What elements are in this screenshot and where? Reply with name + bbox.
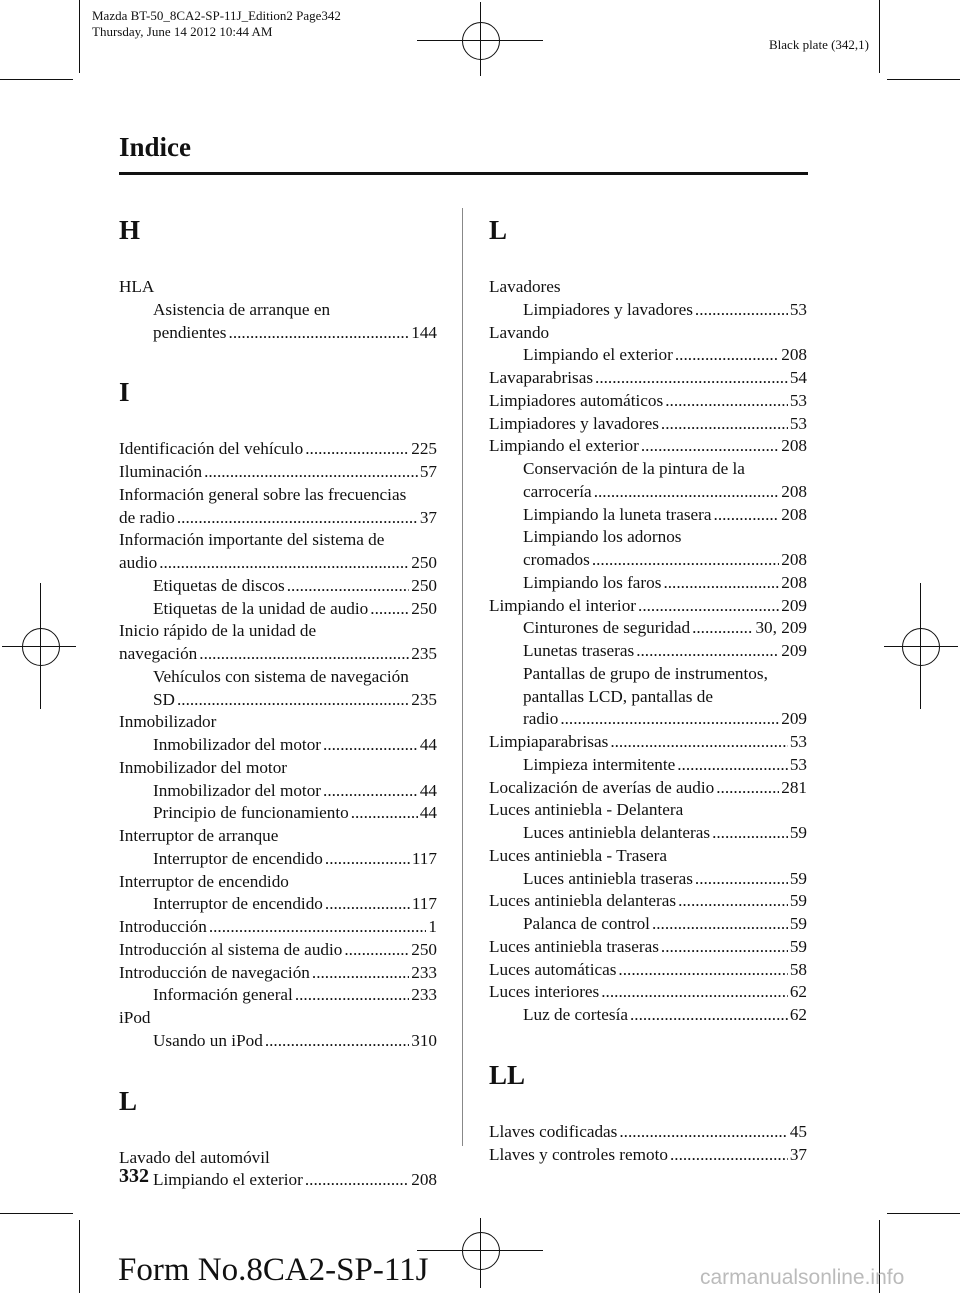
entry-page-number: 250 (411, 553, 437, 572)
index-subentry (489, 663, 807, 686)
index-entry (489, 435, 807, 458)
entry-label: Luces interiores (489, 982, 600, 1002)
entry-label: HLA (119, 277, 155, 296)
index-entry (489, 276, 807, 299)
dot-leader (618, 959, 787, 982)
dot-leader (661, 413, 788, 436)
dot-leader (325, 848, 410, 871)
dot-leader (652, 913, 788, 936)
index-entry (119, 552, 437, 575)
entry-label: Localización de averías de audio (489, 777, 715, 797)
entry-page-number: 208 (781, 481, 807, 501)
entry-page-number: 53 (789, 413, 807, 433)
entry-label: cromados (523, 550, 590, 569)
entry-page-number: 53 (789, 390, 807, 410)
dot-leader (560, 708, 779, 731)
entry-label: radio (523, 709, 559, 729)
index-letter-heading: L (119, 1085, 138, 1116)
dot-leader (287, 575, 409, 598)
dot-leader (663, 572, 779, 595)
index-subentry (489, 686, 807, 709)
entry-label: Lavaparabrisas (489, 368, 594, 387)
index-entry (119, 507, 437, 530)
entry-page-number: 208 (781, 504, 807, 524)
dot-leader (370, 598, 409, 621)
entry-label: Limpieza intermitente (523, 754, 676, 774)
entry-label: de radio (119, 507, 175, 527)
entry-label: Introducción al sistema de audio (119, 939, 343, 959)
entry-page-number: 30, 209 (755, 618, 807, 638)
index-entry (489, 890, 807, 913)
index-subentry (119, 802, 437, 825)
index-subentry (489, 708, 807, 731)
index-subentry (119, 848, 437, 871)
index-subentry (119, 1030, 437, 1053)
dot-leader (344, 939, 409, 962)
entry-label: Llaves codificadas (489, 1121, 618, 1141)
index-letter-heading: L (489, 215, 508, 245)
entry-page-number: 250 (411, 939, 437, 959)
index-subentry (489, 1004, 807, 1027)
dot-leader (665, 390, 788, 413)
entry-label: Llaves y controles remoto (489, 1144, 668, 1164)
entry-page-number: 209 (781, 709, 807, 729)
index-subentry (489, 754, 807, 777)
entry-label: Introducción de navegación (119, 962, 310, 982)
index-subentry (119, 734, 437, 757)
entry-page-number: 225 (411, 439, 437, 459)
crop-mark (0, 1213, 73, 1214)
entry-label: Lunetas traseras (523, 641, 635, 660)
entry-label: Inmobilizador del motor (153, 780, 322, 800)
index-subentry (489, 481, 807, 504)
index-column-left (119, 210, 437, 1192)
file-info-line1: Mazda BT-50_8CA2-SP-11J_Edition2 Page342 (92, 8, 341, 23)
crop-mark (879, 0, 880, 73)
entry-page-number: 37 (789, 1144, 807, 1164)
index-entry (489, 981, 807, 1004)
entry-page-number: 209 (781, 595, 807, 615)
entry-page-number: 310 (411, 1030, 437, 1050)
dot-leader (675, 344, 779, 367)
plate-label: Black plate (342,1) (769, 37, 869, 52)
dot-leader (229, 322, 410, 345)
entry-label: Inicio rápido de la unidad de (119, 621, 317, 641)
index-subentry (119, 575, 437, 598)
page-number: 332 (119, 1165, 149, 1187)
entry-label: Conservación de la pintura de la (523, 459, 745, 478)
entry-label: Interruptor de encendido (119, 871, 289, 891)
entry-page-number: 45 (789, 1121, 807, 1141)
index-entry (119, 276, 437, 299)
entry-page-number: 144 (411, 322, 437, 342)
index-entry (119, 825, 437, 848)
index-letter-heading: H (119, 215, 141, 245)
dot-leader (323, 734, 418, 757)
entry-page-number: 208 (411, 1170, 437, 1190)
dot-leader (351, 802, 418, 825)
index-entry (119, 438, 437, 461)
dot-leader (177, 507, 418, 530)
entry-label: Inmobilizador del motor (119, 757, 288, 777)
entry-label: pendientes (153, 322, 227, 342)
entry-page-number: 117 (411, 894, 437, 914)
entry-page-number: 208 (781, 572, 807, 592)
index-subentry (489, 572, 807, 595)
entry-label: Interruptor de arranque (119, 826, 279, 845)
entry-label: Usando un iPod (153, 1030, 263, 1050)
entry-label: carrocería (523, 481, 592, 501)
crop-mark (79, 0, 80, 73)
dot-leader (716, 777, 779, 800)
entry-label: Luces automáticas (489, 959, 617, 979)
index-entry (489, 595, 807, 618)
crop-mark (887, 79, 960, 80)
entry-label: Luces antiniebla - Trasera (489, 845, 668, 865)
entry-label: Etiquetas de discos (153, 575, 285, 595)
dot-leader (695, 868, 788, 891)
dot-leader (199, 643, 409, 666)
dot-leader (177, 689, 409, 712)
entry-page-number: 37 (419, 507, 437, 527)
index-entry (119, 962, 437, 985)
entry-page-number: 53 (789, 754, 807, 774)
index-subentry (119, 666, 437, 689)
index-subentry (119, 984, 437, 1007)
index-entry (119, 1007, 437, 1030)
index-subentry (489, 299, 807, 322)
entry-page-number: 250 (411, 575, 437, 595)
entry-label: Introducción (119, 917, 207, 936)
dot-leader (695, 299, 788, 322)
entry-page-number: 235 (411, 689, 437, 709)
entry-label: Lavando (489, 322, 550, 342)
crop-mark (887, 1213, 960, 1214)
entry-label: Información general (153, 985, 293, 1005)
index-subentry (119, 689, 437, 712)
entry-page-number: 59 (789, 823, 807, 842)
dot-leader (323, 780, 418, 803)
dot-leader (325, 893, 410, 916)
dot-leader (678, 890, 788, 913)
entry-page-number: 58 (789, 959, 807, 979)
entry-label: Interruptor de encendido (153, 848, 323, 868)
entry-label: Luces antiniebla delanteras (489, 891, 677, 911)
entry-label: Asistencia de arranque en (153, 299, 331, 319)
entry-page-number: 44 (419, 735, 437, 754)
index-subentry (489, 458, 807, 481)
entry-label: Lavado del automóvil (119, 1147, 270, 1167)
index-entry (489, 845, 807, 868)
index-subentry (489, 526, 807, 549)
entry-label: Limpiando el exterior (489, 436, 639, 456)
index-entry (489, 777, 807, 800)
dot-leader (692, 617, 753, 640)
dot-leader (159, 552, 409, 575)
dot-leader (265, 1030, 409, 1053)
index-entry (489, 367, 807, 390)
entry-label: Limpiando el exterior (523, 345, 673, 365)
dot-leader (204, 461, 418, 484)
dot-leader (595, 367, 788, 390)
entry-label: Identificación del vehículo (119, 439, 304, 459)
index-entry (489, 390, 807, 413)
dot-leader (714, 504, 780, 527)
dot-leader (619, 1121, 787, 1144)
dot-leader (670, 1144, 788, 1167)
index-subentry (489, 822, 807, 845)
entry-label: Luces antiniebla - Delantera (489, 800, 684, 820)
entry-label: Limpiando los faros (523, 572, 662, 592)
entry-label: Lavadores (489, 277, 561, 296)
index-entry (489, 959, 807, 982)
entry-page-number: 53 (789, 732, 807, 751)
entry-label: Limpiando el exterior (153, 1170, 303, 1190)
entry-page-number: 59 (789, 891, 807, 911)
dot-leader (312, 962, 409, 985)
index-subentry (119, 780, 437, 803)
index-letter-heading: I (119, 377, 130, 408)
entry-label: Luces antiniebla traseras (523, 868, 693, 888)
file-info (92, 8, 341, 40)
entry-page-number: 117 (411, 848, 437, 868)
index-column-right (489, 210, 807, 1166)
entry-label: Información general sobre las frecuencias (119, 484, 407, 504)
dot-leader (601, 981, 788, 1004)
index-entry (119, 757, 437, 780)
index-subentry (489, 617, 807, 640)
entry-label: Limpiadores y lavadores (523, 299, 693, 319)
entry-page-number: 44 (419, 803, 437, 823)
entry-label: Luces antiniebla traseras (489, 936, 659, 956)
title-rule (119, 172, 808, 175)
entry-label: Luz de cortesía (523, 1005, 628, 1024)
index-letter-heading: LL (489, 1059, 526, 1090)
dot-leader (630, 1004, 788, 1027)
entry-page-number: 250 (411, 598, 437, 618)
index-subentry (119, 893, 437, 916)
entry-label: Etiquetas de la unidad de audio (153, 598, 369, 618)
dot-leader (661, 936, 788, 959)
index-entry (119, 461, 437, 484)
index-subentry (119, 598, 437, 621)
column-divider (462, 208, 463, 1146)
entry-label: Limpiadores automáticos (489, 390, 664, 410)
index-subentry (489, 504, 807, 527)
entry-label: Limpiando la luneta trasera (523, 504, 712, 524)
index-subentry (119, 322, 437, 345)
index-entry (489, 413, 807, 436)
entry-page-number: 57 (419, 462, 437, 481)
index-entry (489, 1121, 807, 1144)
index-entry (119, 1147, 437, 1170)
index-subentry (119, 299, 437, 322)
index-entry (119, 916, 437, 939)
entry-label: Vehículos con sistema de navegación (153, 666, 409, 686)
dot-leader (592, 549, 779, 572)
entry-label: pantallas LCD, pantallas de (523, 686, 713, 706)
dot-leader (712, 822, 788, 845)
entry-label: Limpiando los adornos (523, 527, 682, 547)
dot-leader (305, 1169, 409, 1192)
entry-page-number: 62 (789, 982, 807, 1002)
index-subentry (489, 344, 807, 367)
dot-leader (610, 731, 787, 754)
index-entry (119, 643, 437, 666)
entry-label: iPod (119, 1008, 151, 1027)
entry-label: audio (119, 553, 158, 572)
entry-label: Interruptor de encendido (153, 894, 323, 914)
entry-page-number: 59 (789, 868, 807, 888)
crop-mark (79, 1220, 80, 1293)
entry-page-number: 54 (789, 368, 807, 387)
index-subentry (489, 913, 807, 936)
entry-label: navegación (119, 644, 198, 663)
entry-label: Inmobilizador (119, 712, 217, 732)
entry-label: Principio de funcionamiento (153, 803, 349, 823)
entry-page-number: 44 (419, 780, 437, 800)
entry-label: SD (153, 689, 175, 709)
entry-label: Palanca de control (523, 914, 650, 933)
entry-label: Pantallas de grupo de instrumentos, (523, 663, 768, 683)
dot-leader (641, 435, 779, 458)
crop-mark (0, 79, 73, 80)
entry-page-number: 59 (789, 914, 807, 933)
entry-page-number: 281 (781, 777, 807, 797)
dot-leader (638, 595, 779, 618)
entry-page-number: 1 (428, 917, 437, 936)
entry-label: Limpiadores y lavadores (489, 413, 659, 433)
index-entry (489, 731, 807, 754)
dot-leader (636, 640, 779, 663)
entry-page-number: 208 (781, 345, 807, 365)
index-subentry (489, 868, 807, 891)
entry-label: Cinturones de seguridad (523, 618, 691, 638)
entry-label: Luces antiniebla delanteras (523, 823, 711, 842)
index-entry (489, 1144, 807, 1167)
dot-leader (594, 481, 780, 504)
dot-leader (295, 984, 409, 1007)
entry-label: Inmobilizador del motor (153, 735, 322, 754)
dot-leader (209, 916, 427, 939)
index-entry (119, 939, 437, 962)
index-entry (489, 322, 807, 345)
entry-label: Limpiaparabrisas (489, 732, 609, 751)
index-subentry (119, 1169, 437, 1192)
entry-page-number: 208 (781, 550, 807, 569)
entry-label: Información importante del sistema de (119, 530, 385, 550)
entry-page-number: 209 (781, 641, 807, 660)
page-title: Indice (119, 132, 192, 162)
entry-page-number: 208 (781, 436, 807, 456)
form-number: Form No.8CA2-SP-11J (118, 1252, 429, 1288)
watermark: carmanualsonline.info (700, 1266, 905, 1289)
index-entry (119, 484, 437, 507)
entry-label: Iluminación (119, 462, 203, 481)
index-entry (119, 620, 437, 643)
entry-page-number: 235 (411, 644, 437, 663)
index-subentry (489, 640, 807, 663)
entry-label: Limpiando el interior (489, 595, 637, 615)
index-subentry (489, 549, 807, 572)
entry-page-number: 62 (789, 1005, 807, 1024)
file-info-line2: Thursday, June 14 2012 10:44 AM (92, 24, 273, 39)
entry-page-number: 233 (411, 962, 437, 982)
dot-leader (677, 754, 788, 777)
entry-page-number: 233 (411, 985, 437, 1005)
index-entry (489, 799, 807, 822)
index-entry (489, 936, 807, 959)
index-entry (119, 529, 437, 552)
index-entry (119, 711, 437, 734)
entry-page-number: 53 (789, 299, 807, 319)
index-entry (119, 871, 437, 894)
entry-page-number: 59 (789, 936, 807, 956)
dot-leader (305, 438, 409, 461)
